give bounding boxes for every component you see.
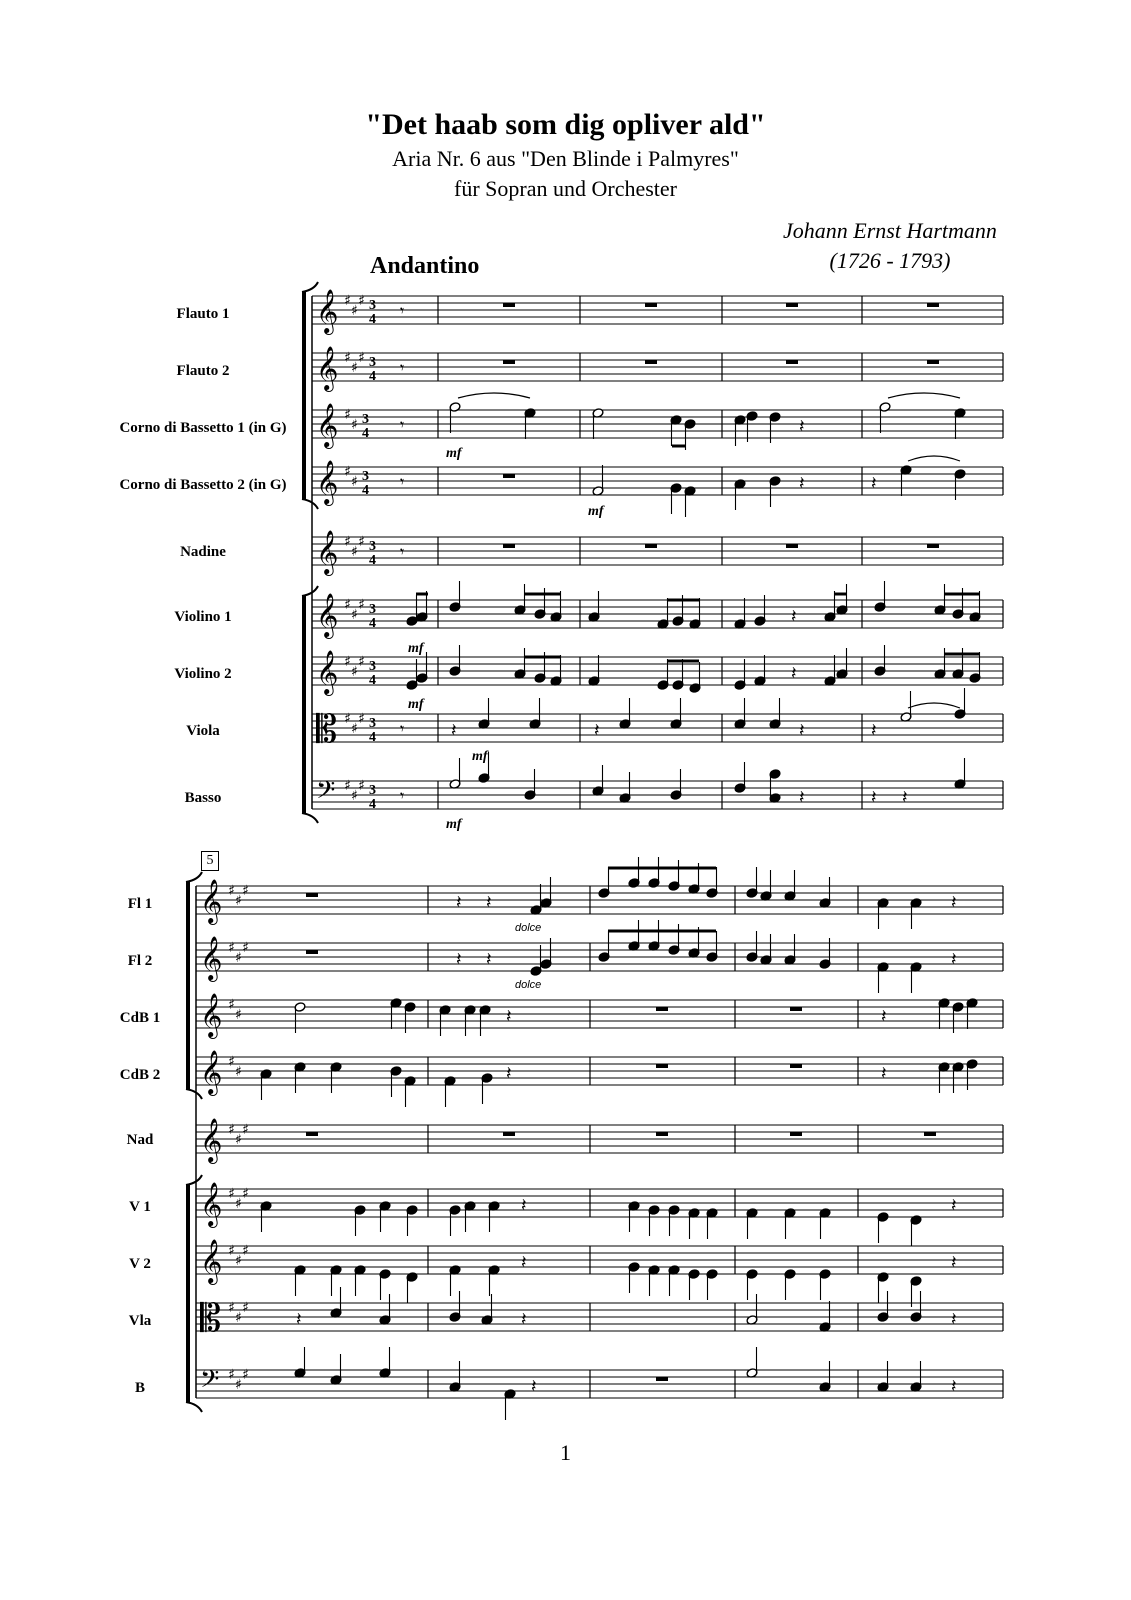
svg-text:♯: ♯ — [235, 1196, 242, 1212]
svg-text:3: 3 — [369, 783, 376, 798]
svg-text:♯: ♯ — [228, 883, 235, 899]
instrument-label: Violino 1 — [174, 609, 232, 625]
svg-text:𝄽: 𝄽 — [951, 1309, 957, 1330]
svg-text:𝄞: 𝄞 — [200, 1050, 223, 1094]
svg-text:♯: ♯ — [242, 1122, 249, 1138]
bar-number: 5 — [201, 851, 219, 871]
svg-text:3: 3 — [369, 659, 376, 674]
instrument-label: CdB 2 — [119, 1067, 161, 1083]
instrument-label: Vla — [128, 1313, 152, 1329]
svg-text:♯: ♯ — [351, 721, 358, 737]
svg-text:𝄞: 𝄞 — [316, 530, 339, 574]
svg-text:♯: ♯ — [351, 303, 358, 319]
svg-text:♯: ♯ — [228, 1122, 235, 1138]
svg-text:♯: ♯ — [344, 597, 351, 613]
svg-text:♯: ♯ — [344, 293, 351, 309]
svg-text:♯: ♯ — [344, 778, 351, 794]
svg-text:𝄾: 𝄾 — [400, 358, 405, 377]
svg-text:3: 3 — [369, 355, 376, 370]
svg-text:♯: ♯ — [228, 1367, 235, 1383]
svg-text:𝄞: 𝄞 — [316, 346, 339, 390]
instrument-label: Corno di Bassetto 1 (in G) — [119, 420, 287, 436]
svg-text:𝄡: 𝄡 — [316, 707, 338, 751]
composer-name: Johann Ernst Hartmann — [783, 218, 997, 243]
svg-text:♯: ♯ — [235, 1310, 242, 1326]
svg-text:♯: ♯ — [235, 1253, 242, 1269]
svg-text:♯: ♯ — [235, 950, 242, 966]
svg-text:♯: ♯ — [228, 1054, 235, 1070]
dynamic-marking: mf — [408, 641, 424, 656]
svg-text:♯: ♯ — [228, 940, 235, 956]
svg-text:♯: ♯ — [358, 778, 365, 794]
svg-text:4: 4 — [369, 673, 376, 688]
svg-text:♯: ♯ — [242, 1367, 249, 1383]
svg-text:𝄽: 𝄽 — [951, 1252, 957, 1273]
svg-text:𝄽: 𝄽 — [486, 892, 492, 913]
instrument-label: Nad — [126, 1132, 154, 1148]
svg-text:3: 3 — [369, 602, 376, 617]
svg-text:♯: ♯ — [358, 597, 365, 613]
svg-text:𝄽: 𝄽 — [881, 1063, 887, 1084]
svg-text:4: 4 — [369, 553, 376, 568]
svg-text:𝄽: 𝄽 — [871, 473, 877, 494]
svg-text:𝄽: 𝄽 — [506, 1063, 512, 1084]
svg-text:4: 4 — [362, 426, 369, 441]
svg-text:𝄽: 𝄽 — [506, 1006, 512, 1027]
svg-text:𝄽: 𝄽 — [296, 1309, 302, 1330]
svg-text:3: 3 — [369, 539, 376, 554]
svg-text:♯: ♯ — [235, 1007, 242, 1023]
piece-title: "Det haab som dig opliver ald" — [365, 108, 766, 141]
svg-text:𝄞: 𝄞 — [316, 650, 339, 694]
expression-marking: dolce — [515, 922, 542, 934]
svg-text:𝄡: 𝄡 — [200, 1296, 222, 1340]
svg-text:4: 4 — [369, 616, 376, 631]
svg-text:𝄾: 𝄾 — [400, 719, 405, 738]
svg-text:♯: ♯ — [358, 293, 365, 309]
svg-text:♯: ♯ — [235, 1377, 242, 1393]
svg-text:♯: ♯ — [344, 350, 351, 366]
svg-text:♯: ♯ — [344, 654, 351, 670]
svg-text:𝄞: 𝄞 — [200, 1239, 223, 1283]
svg-text:4: 4 — [369, 369, 376, 384]
svg-text:𝄽: 𝄽 — [531, 1376, 537, 1397]
svg-text:♯: ♯ — [242, 1186, 249, 1202]
svg-text:𝄢: 𝄢 — [316, 776, 336, 811]
dynamic-marking: mf — [588, 504, 604, 519]
svg-text:𝄞: 𝄞 — [316, 460, 339, 504]
svg-text:4: 4 — [369, 312, 376, 327]
svg-text:♯: ♯ — [242, 1300, 249, 1316]
dynamic-marking: mf — [472, 749, 488, 764]
svg-text:𝄾: 𝄾 — [400, 542, 405, 561]
svg-text:𝄽: 𝄽 — [594, 720, 600, 741]
svg-text:4: 4 — [369, 730, 376, 745]
svg-text:♯: ♯ — [351, 544, 358, 560]
svg-text:♯: ♯ — [351, 417, 358, 433]
instrument-label: V 2 — [129, 1256, 151, 1272]
svg-text:♯: ♯ — [344, 711, 351, 727]
svg-text:𝄞: 𝄞 — [200, 1118, 223, 1162]
dynamic-marking: mf — [408, 697, 424, 712]
svg-text:𝄞: 𝄞 — [200, 993, 223, 1037]
svg-text:♯: ♯ — [235, 1064, 242, 1080]
svg-text:𝄽: 𝄽 — [799, 473, 805, 494]
svg-text:𝄽: 𝄽 — [451, 720, 457, 741]
svg-text:𝄾: 𝄾 — [400, 472, 405, 491]
subtitle-scoring: für Sopran und Orchester — [454, 176, 677, 201]
svg-text:𝄾: 𝄾 — [400, 301, 405, 320]
instrument-label: Violino 2 — [174, 666, 232, 682]
svg-text:𝄾: 𝄾 — [400, 415, 405, 434]
svg-text:𝄞: 𝄞 — [316, 289, 339, 333]
instrument-label: Corno di Bassetto 2 (in G) — [119, 477, 287, 493]
instrument-label: Nadine — [180, 544, 226, 560]
svg-text:3: 3 — [362, 469, 369, 484]
svg-text:𝄞: 𝄞 — [316, 593, 339, 637]
svg-text:♯: ♯ — [235, 1132, 242, 1148]
svg-text:𝄽: 𝄽 — [902, 787, 908, 808]
dynamic-marking: mf — [446, 817, 462, 832]
svg-text:𝄽: 𝄽 — [521, 1252, 527, 1273]
svg-text:♯: ♯ — [228, 1186, 235, 1202]
instrument-label: V 1 — [129, 1199, 151, 1215]
svg-text:♯: ♯ — [351, 474, 358, 490]
svg-text:♯: ♯ — [351, 607, 358, 623]
svg-text:𝄽: 𝄽 — [799, 787, 805, 808]
svg-text:4: 4 — [369, 797, 376, 812]
svg-text:♯: ♯ — [344, 464, 351, 480]
svg-text:♯: ♯ — [228, 1243, 235, 1259]
svg-text:𝄽: 𝄽 — [951, 892, 957, 913]
svg-text:𝄽: 𝄽 — [951, 1195, 957, 1216]
svg-text:♯: ♯ — [242, 940, 249, 956]
svg-text:𝄽: 𝄽 — [881, 1006, 887, 1027]
svg-text:𝄞: 𝄞 — [316, 403, 339, 447]
svg-text:𝄞: 𝄞 — [200, 1182, 223, 1226]
svg-text:4: 4 — [362, 483, 369, 498]
svg-text:3: 3 — [362, 412, 369, 427]
svg-text:𝄽: 𝄽 — [799, 416, 805, 437]
instrument-label: Flauto 2 — [176, 363, 230, 379]
svg-text:𝄽: 𝄽 — [799, 720, 805, 741]
svg-text:𝄽: 𝄽 — [871, 720, 877, 741]
page-number: 1 — [560, 1440, 571, 1465]
svg-text:♯: ♯ — [358, 654, 365, 670]
svg-text:𝄽: 𝄽 — [871, 787, 877, 808]
svg-text:𝄾: 𝄾 — [400, 786, 405, 805]
svg-text:𝄽: 𝄽 — [791, 606, 797, 627]
tempo-marking: Andantino — [370, 253, 480, 279]
staff-lines — [186, 282, 1003, 1412]
svg-text:𝄽: 𝄽 — [456, 892, 462, 913]
svg-text:3: 3 — [369, 716, 376, 731]
svg-text:♯: ♯ — [228, 997, 235, 1013]
instrument-label: Fl 2 — [127, 953, 153, 969]
svg-text:♯: ♯ — [358, 534, 365, 550]
instrument-label: CdB 1 — [119, 1010, 161, 1026]
instrument-label: B — [134, 1380, 145, 1396]
svg-text:3: 3 — [369, 298, 376, 313]
instrument-label: Fl 1 — [127, 896, 153, 912]
subtitle-aria: Aria Nr. 6 aus "Den Blinde i Palmyres" — [392, 146, 739, 171]
svg-text:𝄽: 𝄽 — [486, 949, 492, 970]
svg-text:𝄞: 𝄞 — [200, 879, 223, 923]
expression-marking: dolce — [515, 979, 542, 991]
instrument-label: Basso — [184, 790, 222, 806]
svg-text:♯: ♯ — [351, 788, 358, 804]
svg-text:𝄽: 𝄽 — [521, 1195, 527, 1216]
instrument-label: Viola — [186, 723, 220, 739]
svg-text:♯: ♯ — [358, 350, 365, 366]
svg-text:𝄽: 𝄽 — [521, 1309, 527, 1330]
svg-text:𝄞: 𝄞 — [200, 936, 223, 980]
svg-text:♯: ♯ — [235, 893, 242, 909]
svg-text:♯: ♯ — [351, 664, 358, 680]
svg-text:𝄽: 𝄽 — [456, 949, 462, 970]
svg-text:♯: ♯ — [344, 407, 351, 423]
composer-dates: (1726 - 1793) — [829, 248, 951, 273]
svg-text:♯: ♯ — [242, 1243, 249, 1259]
svg-text:𝄽: 𝄽 — [791, 663, 797, 684]
svg-text:♯: ♯ — [228, 1300, 235, 1316]
svg-text:𝄢: 𝄢 — [200, 1365, 220, 1400]
svg-text:♯: ♯ — [242, 883, 249, 899]
instrument-label: Flauto 1 — [176, 306, 230, 322]
svg-text:𝄽: 𝄽 — [951, 1376, 957, 1397]
svg-text:𝄽: 𝄽 — [951, 949, 957, 970]
svg-text:♯: ♯ — [351, 360, 358, 376]
dynamic-marking: mf — [446, 446, 462, 461]
svg-text:♯: ♯ — [358, 711, 365, 727]
svg-text:♯: ♯ — [344, 534, 351, 550]
